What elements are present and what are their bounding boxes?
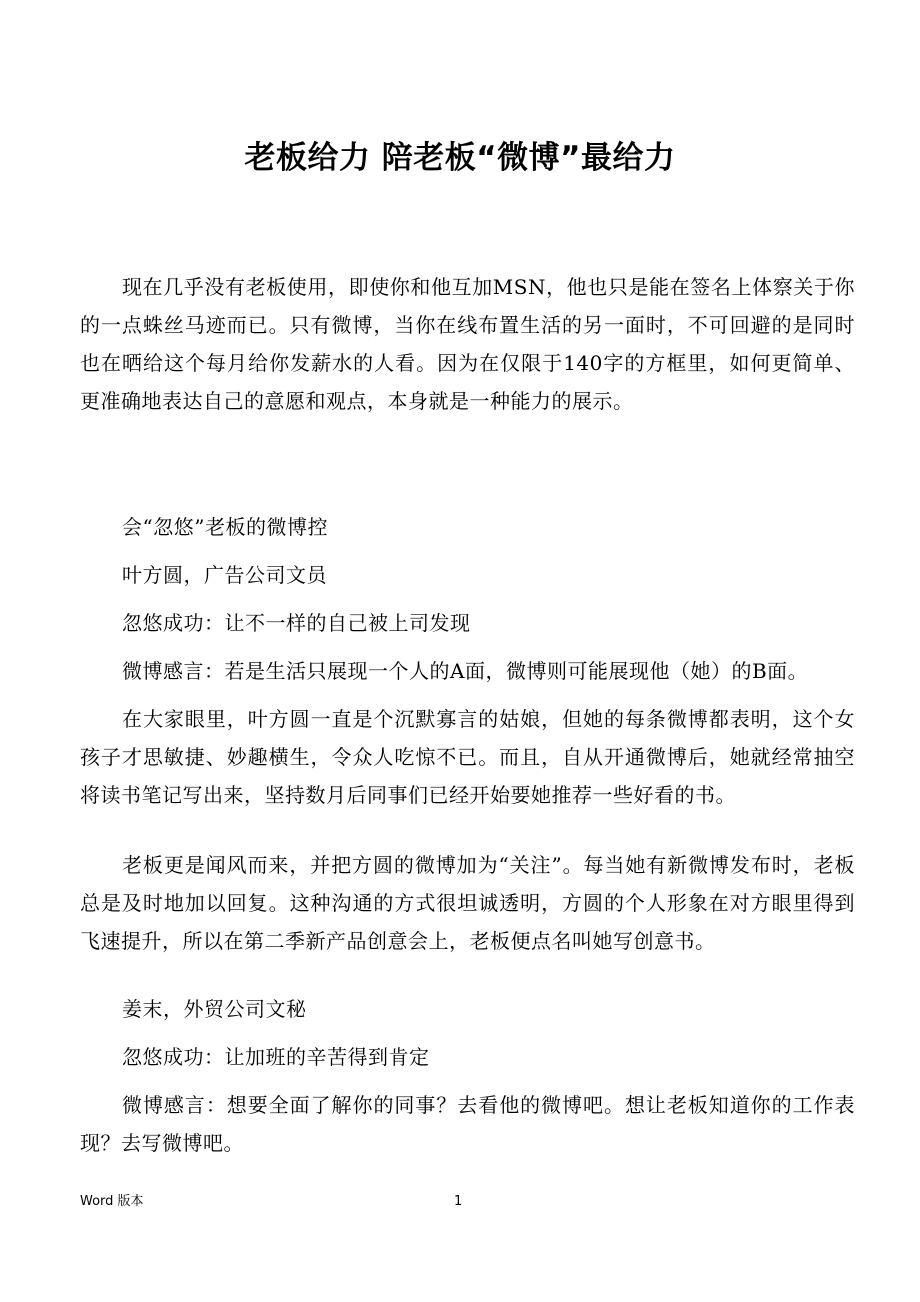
footer-page-number: 1	[454, 1194, 463, 1209]
person1-story-paragraph-1: 在大家眼里，叶方圆一直是个沉默寡言的姑娘，但她的每条微博都表明，这个女孩子才思敏捷、妙趣横生，令众人吃惊不已。而且，自从开通微博后，她就经常抽空将读书笔记写出来，坚持数月后同事们已经开始要她推荐一些好看的书。	[80, 707, 855, 807]
document-title: 老板给力 陪老板“微博”最给力	[244, 140, 676, 176]
intro-paragraph: 现在几乎没有老板使用，即使你和他互加MSN，他也只是能在签名上体察关于你的一点蛛丝马迹而已。只有微博，当你在线布置生活的另一面时，不可回避的是同时也在晒给这个每月给你发薪水的人看。因为在仅限于140字的方框里，如何更简单、更准确地表达自己的意愿和观点，本身就是一种能力的展示。	[80, 275, 855, 413]
section-heading: 会“忽悠”老板的微博控	[122, 515, 328, 539]
person1-story-paragraph-2: 老板更是闻风而来，并把方圆的微博加为“关注”。每当她有新微博发布时，老板总是及时地加以回复。这种沟通的方式很坦诚透明，方圆的个人形象在对方眼里得到飞速提升，所以在第二季新产品创意会上，老板便点名叫她写创意书。	[80, 853, 855, 953]
person1-success: 忽悠成功：让不一样的自己被上司发现	[122, 611, 471, 635]
person1-quote: 微博感言：若是生活只展现一个人的A面，微博则可能展现他（她）的B面。	[122, 659, 809, 683]
footer-version-label: Word 版本	[80, 1194, 144, 1209]
person2-success: 忽悠成功：让加班的辛苦得到肯定	[122, 1045, 430, 1069]
person1-name: 叶方圆，广告公司文员	[122, 563, 327, 587]
person2-name: 姜末，外贸公司文秘	[122, 997, 307, 1021]
person2-quote: 微博感言：想要全面了解你的同事？去看他的微博吧。想让老板知道你的工作表现？去写微博吧。	[80, 1093, 855, 1155]
